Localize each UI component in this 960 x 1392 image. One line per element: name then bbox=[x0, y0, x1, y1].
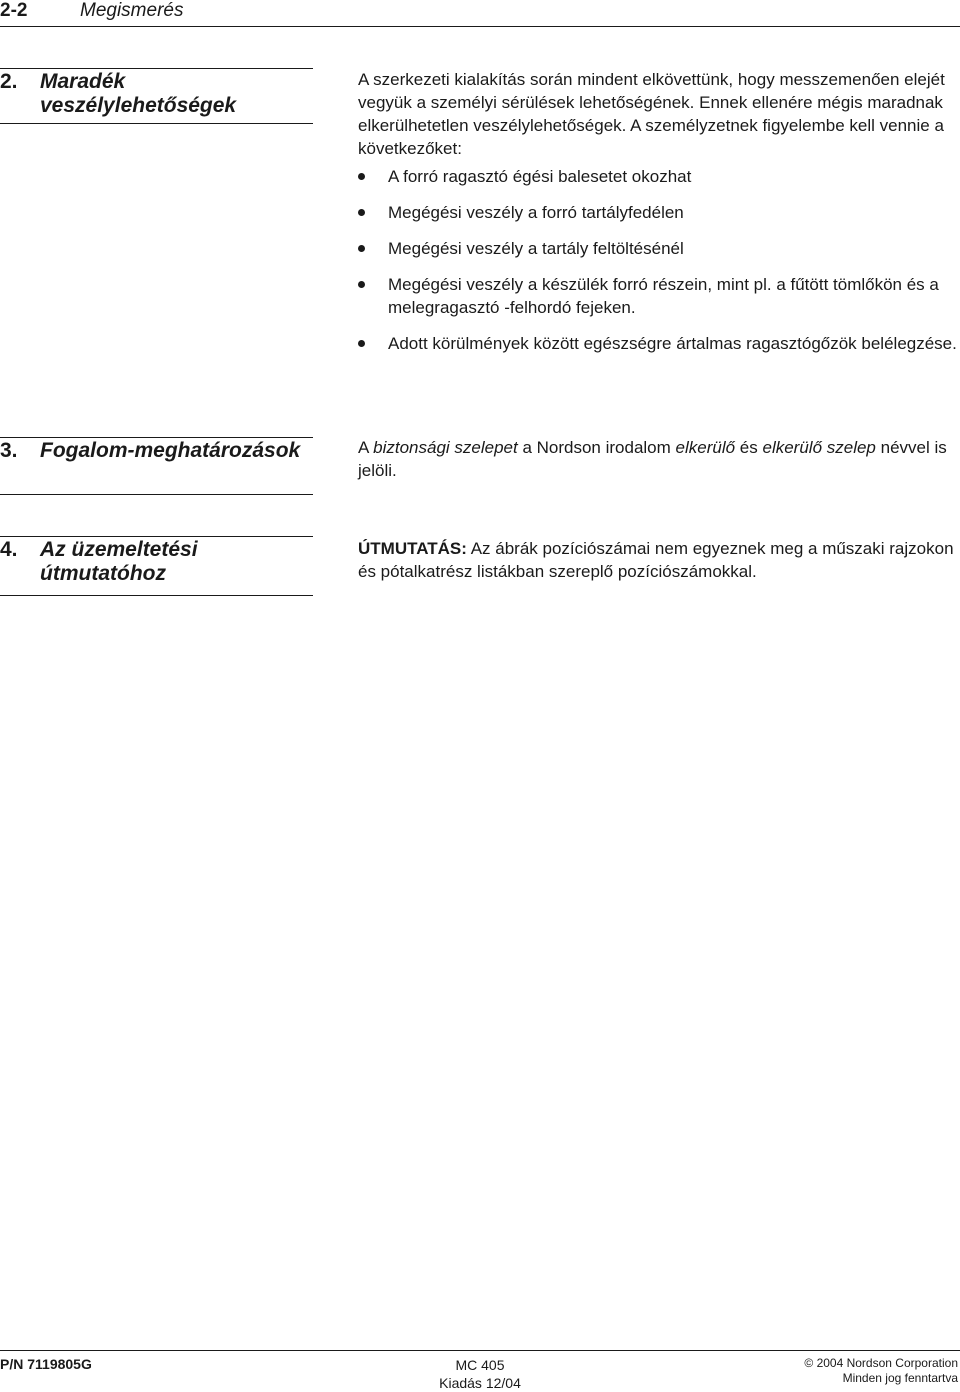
edition: Kiadás 12/04 bbox=[439, 1375, 521, 1391]
section-2-heading bbox=[0, 68, 313, 124]
section-number: 3. bbox=[0, 439, 18, 462]
page-header bbox=[0, 0, 960, 22]
bullet-icon bbox=[358, 340, 365, 347]
note-text: Az ábrák pozíciószámai nem egyeznek meg a műszaki rajzokon és pótalkatrész listákban szereplő pozíciószámokkal. bbox=[358, 539, 954, 581]
header-title: Megismerés bbox=[80, 0, 184, 21]
part-number: P/N 7119805G bbox=[0, 1356, 92, 1372]
list-item: Megégési veszély a forró tartályfedélen bbox=[358, 201, 958, 224]
section-3-text: A biztonsági szelepet a Nordson irodalom elkerülő és elkerülő szelep névvel is jelöli. bbox=[358, 438, 947, 480]
section-3-heading bbox=[0, 437, 313, 495]
list-item: Megégési veszély a készülék forró részein, mint pl. a fűtött tömlőkön és a melegragasztó -felhordó fejeken. bbox=[358, 273, 958, 319]
list-item: Megégési veszély a tartály feltöltésénél bbox=[358, 237, 958, 260]
copyright: © 2004 Nordson Corporation bbox=[804, 1356, 958, 1370]
list-item: A forró ragasztó égési balesetet okozhat bbox=[358, 165, 958, 188]
bullet-icon bbox=[358, 209, 365, 216]
section-4-heading bbox=[0, 536, 313, 596]
header-rule bbox=[0, 26, 960, 27]
hazard-list bbox=[358, 165, 958, 368]
bullet-icon bbox=[358, 173, 365, 180]
rights-reserved: Minden jog fenntartva bbox=[842, 1371, 958, 1385]
model-name: MC 405 bbox=[455, 1357, 505, 1373]
section-number: 2. bbox=[0, 70, 18, 93]
section-2-intro: A szerkezeti kialakítás során mindent elkövettünk, hogy messzemenően elejét vegyük a személyi sérülések lehetőségének. Ennek ellenére mégis maradnak elkerülhetetlen veszélylehetőségek. A személyzetnek figyelembe kell vennie a következőket: bbox=[358, 70, 945, 158]
bullet-icon bbox=[358, 281, 365, 288]
footer-rule bbox=[0, 1350, 960, 1351]
section-title: Maradék veszélylehetőségek bbox=[40, 70, 237, 117]
model-edition bbox=[380, 1356, 580, 1392]
header-section-number: 2-2 bbox=[0, 0, 28, 21]
copyright-block bbox=[804, 1356, 958, 1386]
page-footer bbox=[0, 1350, 960, 1391]
bullet-icon bbox=[358, 245, 365, 252]
note-label: ÚTMUTATÁS: bbox=[358, 539, 467, 558]
list-item: Adott körülmények között egészségre ártalmas ragasztógőzök belélegzése. bbox=[358, 332, 958, 355]
section-4-note bbox=[358, 537, 958, 583]
section-title: Az üzemeltetési útmutatóhoz bbox=[40, 538, 198, 585]
section-title: Fogalom-meghatározások bbox=[40, 439, 301, 462]
section-number: 4. bbox=[0, 538, 18, 561]
